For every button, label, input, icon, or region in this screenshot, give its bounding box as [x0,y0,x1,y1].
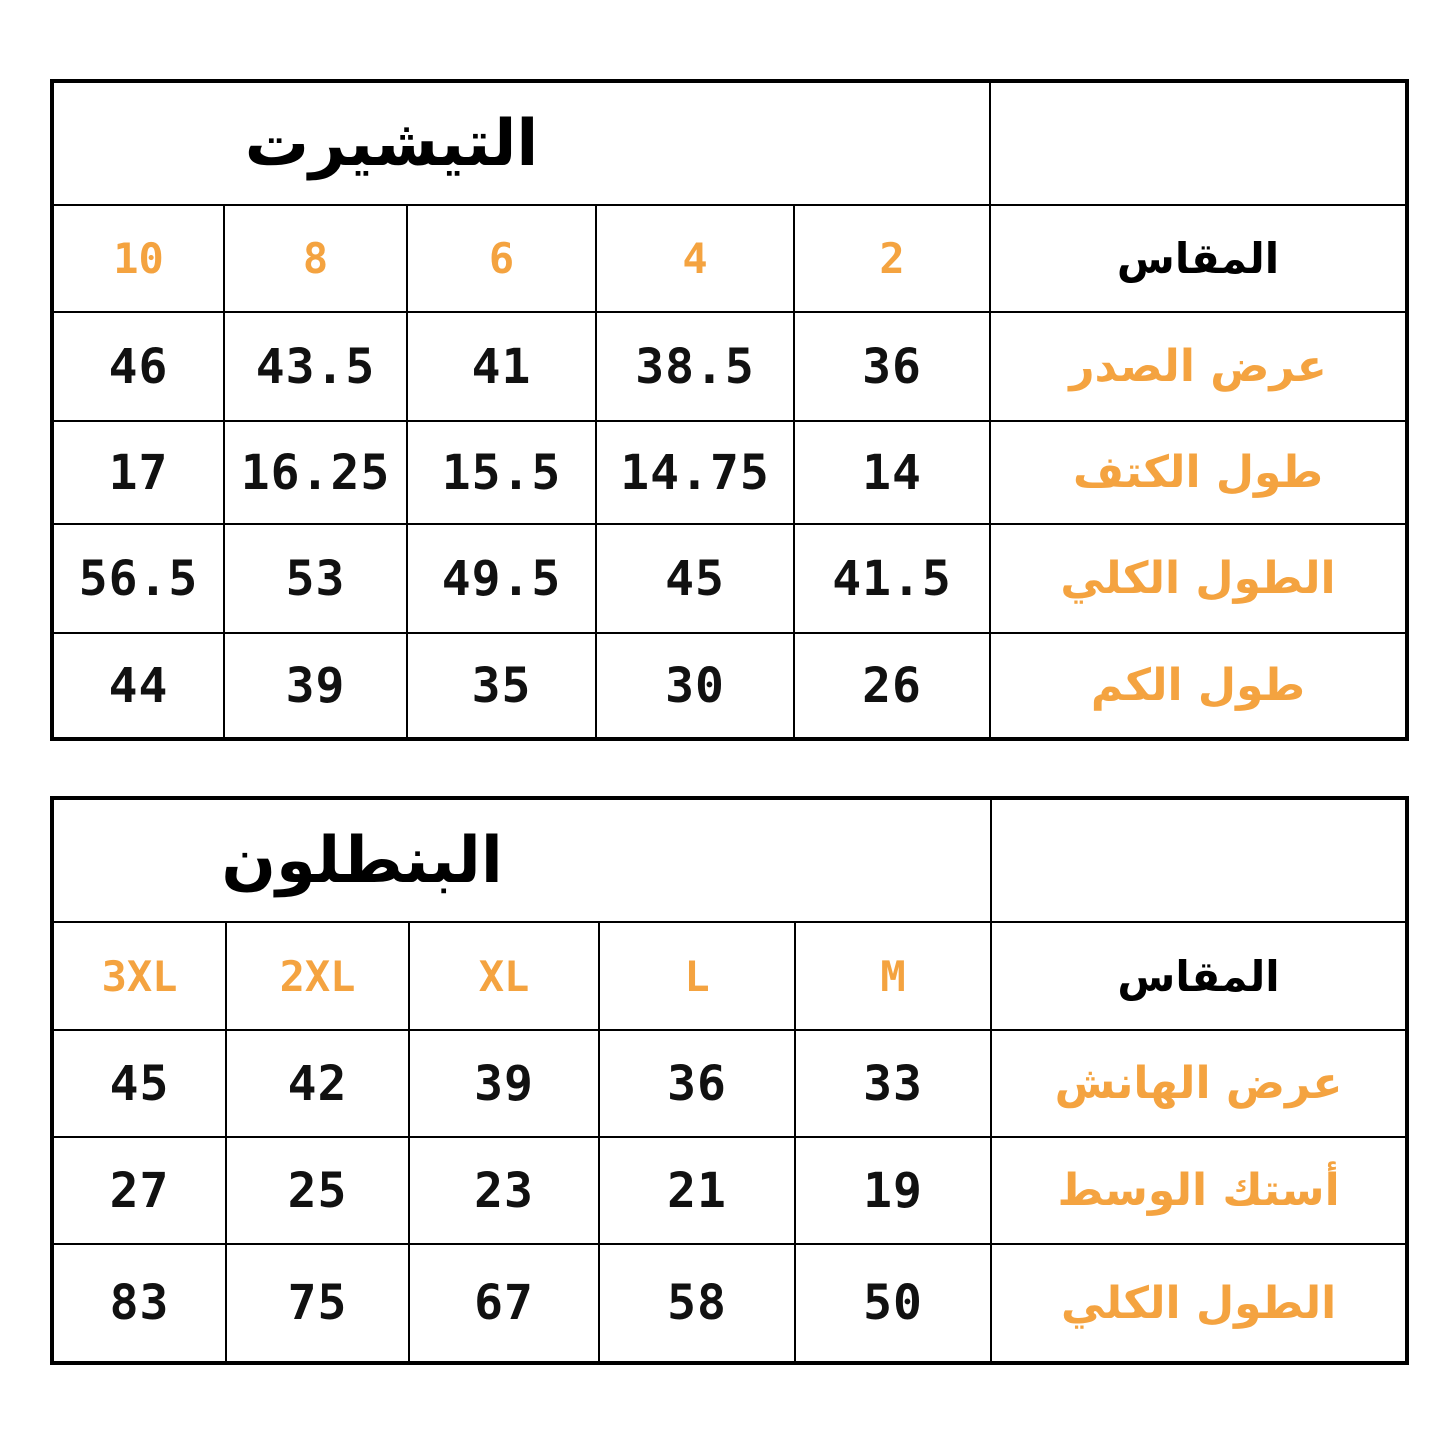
measurement-label: عرض الهانش [991,1030,1407,1137]
pants-size-header: L [599,922,795,1030]
measurement-value: 33 [795,1030,991,1137]
measurement-value: 46 [52,312,224,421]
measurement-value: 26 [794,633,990,739]
measurement-value: 56.5 [52,524,224,633]
table-row [52,1137,1407,1244]
table-row [52,1244,1407,1363]
measurement-label: عرض الصدر [990,312,1407,421]
measurement-value: 38.5 [596,312,794,421]
measurement-value: 36 [794,312,990,421]
measurement-value: 83 [52,1244,226,1363]
table-row [52,312,1407,421]
pants-size-header: XL [409,922,599,1030]
table-row [52,1030,1407,1137]
tshirt-size-header: 10 [52,205,224,312]
pants-size-label: المقاس [991,922,1407,1030]
measurement-value: 41.5 [794,524,990,633]
table-row [52,633,1407,739]
measurement-value: 36 [599,1030,795,1137]
tshirt-title-cell [52,81,990,205]
pants-size-header: 3XL [52,922,226,1030]
tshirt-size-table [50,79,1409,741]
measurement-value: 19 [795,1137,991,1244]
tshirt-size-header: 8 [224,205,407,312]
measurement-value: 21 [599,1137,795,1244]
tshirt-size-header: 4 [596,205,794,312]
pants-title: البنطلون [221,823,503,898]
pants-size-header: 2XL [226,922,409,1030]
measurement-value: 27 [52,1137,226,1244]
measurement-label: طول الكتف [990,421,1407,524]
table-row [52,524,1407,633]
measurement-label: طول الكم [990,633,1407,739]
measurement-value: 49.5 [407,524,596,633]
pants-corner-cell [991,798,1407,922]
measurement-value: 25 [226,1137,409,1244]
measurement-value: 44 [52,633,224,739]
measurement-value: 39 [224,633,407,739]
tshirt-size-label: المقاس [990,205,1407,312]
measurement-value: 58 [599,1244,795,1363]
measurement-value: 45 [52,1030,226,1137]
measurement-value: 17 [52,421,224,524]
table-row [52,421,1407,524]
measurement-value: 75 [226,1244,409,1363]
measurement-value: 45 [596,524,794,633]
tshirt-size-header: 2 [794,205,990,312]
measurement-value: 14 [794,421,990,524]
measurement-value: 30 [596,633,794,739]
pants-size-table [50,796,1409,1365]
measurement-value: 15.5 [407,421,596,524]
pants-size-header: M [795,922,991,1030]
measurement-value: 53 [224,524,407,633]
tshirt-size-header: 6 [407,205,596,312]
measurement-value: 39 [409,1030,599,1137]
measurement-value: 23 [409,1137,599,1244]
measurement-label: الطول الكلي [990,524,1407,633]
measurement-value: 16.25 [224,421,407,524]
pants-title-cell [52,798,991,922]
measurement-value: 41 [407,312,596,421]
measurement-value: 42 [226,1030,409,1137]
tshirt-corner-cell [990,81,1407,205]
measurement-label: الطول الكلي [991,1244,1407,1363]
measurement-label: أستك الوسط [991,1137,1407,1244]
measurement-value: 50 [795,1244,991,1363]
measurement-value: 43.5 [224,312,407,421]
tshirt-title: التيشيرت [244,106,539,181]
measurement-value: 35 [407,633,596,739]
measurement-value: 14.75 [596,421,794,524]
measurement-value: 67 [409,1244,599,1363]
